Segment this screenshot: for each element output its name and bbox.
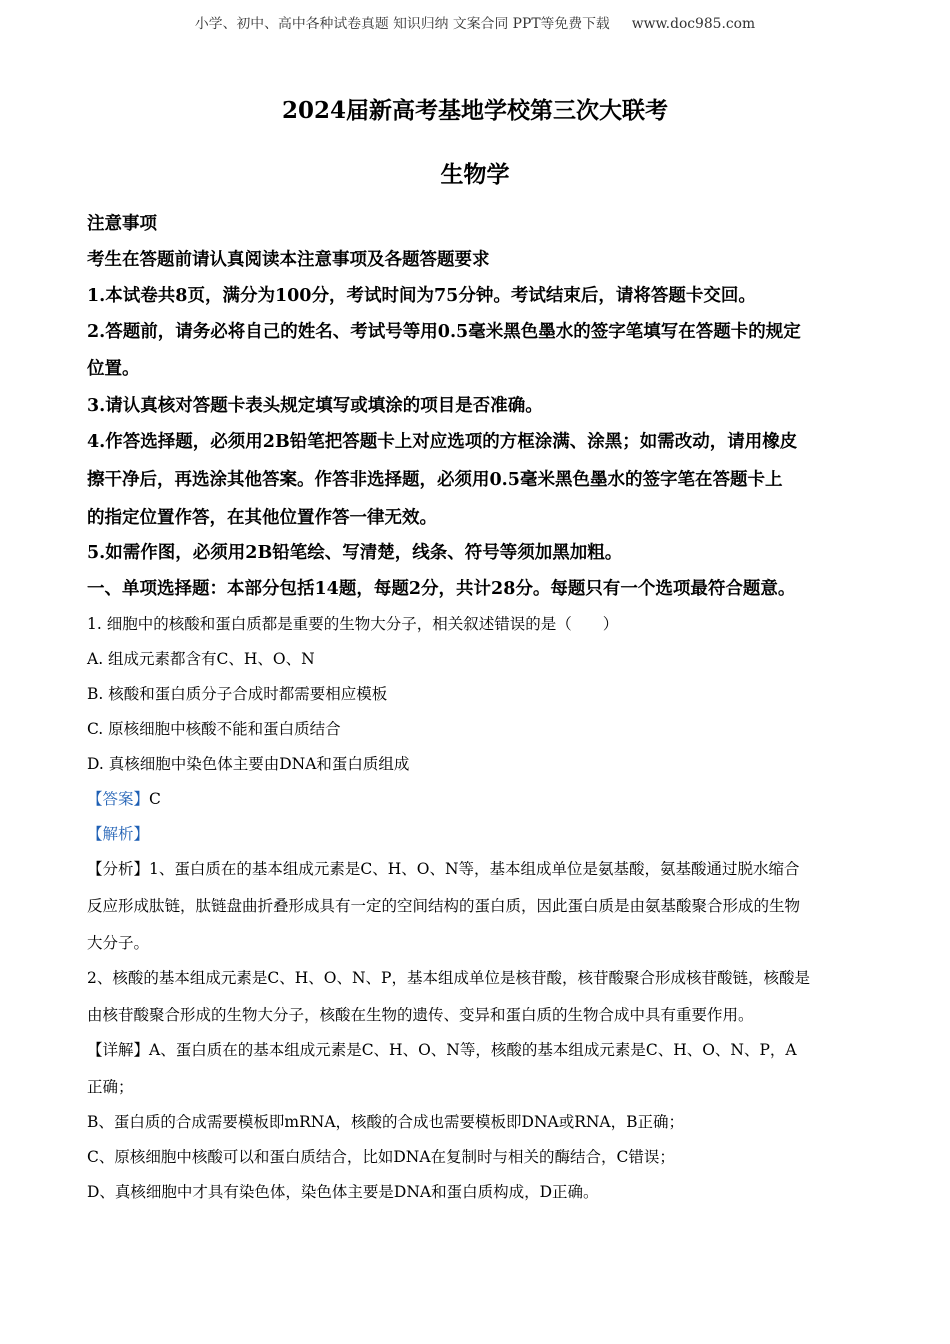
- notice-item-2-line-2: 位置。: [87, 359, 140, 379]
- answer-label: 【答案】: [87, 790, 150, 808]
- notice-item-4-line-2: 擦干净后，再选涂其他答案。作答非选择题，必须用0.5毫米黑色墨水的签字笔在答题卡上: [87, 470, 783, 490]
- exam-title: 2024届新高考基地学校第三次大联考: [281, 97, 668, 124]
- fenxi-2-line-1: 2、核酸的基本组成元素是C、H、O、N、P，基本组成单位是核苷酸，核苷酸聚合形成核苷酸链，核酸是: [87, 969, 810, 987]
- notice-item-1: 1.本试卷共8页，满分为100分，考试时间为75分钟。考试结束后，请将答题卡交回。: [87, 286, 756, 306]
- fenxi-line-2: 反应形成肽链，肽链盘曲折叠形成具有一定的空间结构的蛋白质，因此蛋白质是由氨基酸聚合形成的生物: [87, 897, 801, 915]
- analysis-label: 【解析】: [87, 825, 150, 843]
- detail-c: C、原核细胞中核酸可以和蛋白质结合，比如DNA在复制时与相关的酶结合，C错误；: [87, 1148, 675, 1166]
- notice-item-4-line-1: 4.作答选择题，必须用2B铅笔把答题卡上对应选项的方框涂满、涂黑；如需改动，请用橡皮: [87, 432, 798, 452]
- notice-item-4-line-3: 的指定位置作答，在其他位置作答一律无效。: [87, 508, 437, 528]
- header-text: 小学、初中、高中各种试卷真题 知识归纳 文案合同 PPT等免费下载: [194, 16, 610, 32]
- answer-value: C: [149, 790, 161, 808]
- question-1-option-c: C. 原核细胞中核酸不能和蛋白质结合: [87, 720, 341, 738]
- fenxi-line-3: 大分子。: [87, 934, 150, 952]
- question-1-stem: 1. 细胞中的核酸和蛋白质都是重要的生物大分子，相关叙述错误的是（ ）: [87, 615, 619, 633]
- notice-intro: 考生在答题前请认真阅读本注意事项及各题答题要求: [87, 250, 490, 270]
- question-1-option-d: D. 真核细胞中染色体主要由DNA和蛋白质组成: [87, 755, 410, 773]
- notice-item-5: 5.如需作图，必须用2B铅笔绘、写清楚，线条、符号等须加黑加粗。: [87, 543, 623, 563]
- header-site: www.doc985.com: [631, 16, 756, 32]
- fenxi-2-line-2: 由核苷酸聚合形成的生物大分子，核酸在生物的遗传、变异和蛋白质的生物合成中具有重要作用。: [87, 1006, 754, 1024]
- question-1-option-a: A. 组成元素都含有C、H、O、N: [87, 650, 315, 668]
- question-1-option-b: B. 核酸和蛋白质分子合成时都需要相应模板: [87, 685, 388, 703]
- section-1-heading: 一、单项选择题：本部分包括14题，每题2分，共计28分。每题只有一个选项最符合题意。: [87, 579, 796, 599]
- notice-heading: 注意事项: [87, 214, 157, 234]
- notice-item-3: 3.请认真核对答题卡表头规定填写或填涂的项目是否准确。: [87, 396, 543, 416]
- fenxi-line-1: 【分析】1、蛋白质在的基本组成元素是C、H、O、N等，基本组成单位是氨基酸，氨基酸通过脱水缩合: [87, 860, 800, 878]
- page-header: [0, 12, 950, 32]
- detail-b: B、蛋白质的合成需要模板即mRNA，核酸的合成也需要模板即DNA或RNA，B正确；: [87, 1113, 685, 1131]
- detail-line-2: 正确；: [87, 1078, 134, 1096]
- notice-item-2-line-1: 2.答题前，请务必将自己的姓名、考试号等用0.5毫米黑色墨水的签字笔填写在答题卡的规定: [87, 322, 801, 342]
- answer-row: [87, 787, 161, 809]
- detail-d: D、真核细胞中才具有染色体，染色体主要是DNA和蛋白质构成，D正确。: [87, 1183, 599, 1201]
- detail-line-1: 【详解】A、蛋白质在的基本组成元素是C、H、O、N等，核酸的基本组成元素是C、H、O、N、P，A: [87, 1041, 797, 1059]
- subject-title: 生物学: [440, 161, 510, 188]
